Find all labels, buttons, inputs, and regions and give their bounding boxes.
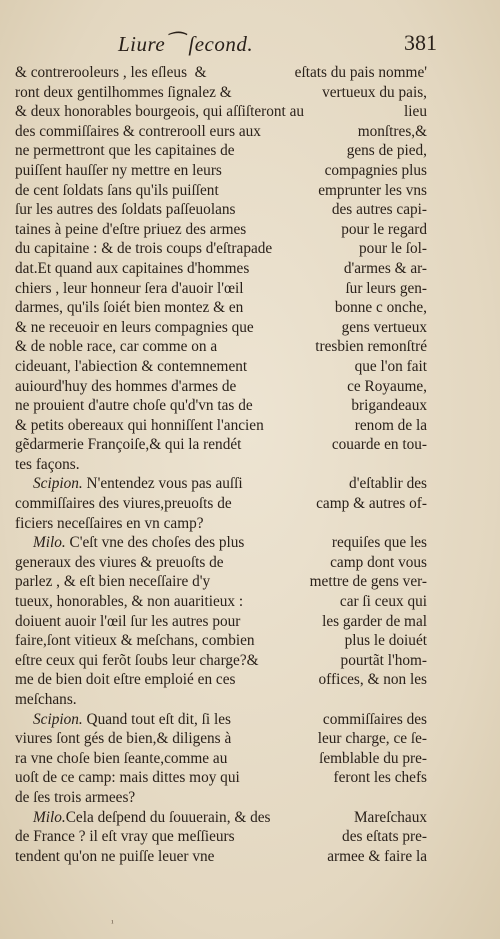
text-line — [15, 808, 427, 828]
text-line-start: de ſes trois armees? — [15, 788, 136, 806]
text-line-end: gens vertueux — [341, 318, 427, 336]
text-line-end: camp & autres of- — [316, 495, 427, 513]
text-line-end: requiſes que les — [331, 534, 427, 552]
text-line-end: ſur leurs gen- — [345, 279, 427, 297]
text-line — [15, 318, 427, 338]
text-line-end: d'eſtablir des — [349, 475, 427, 493]
text-line — [15, 768, 427, 788]
text-line — [15, 651, 427, 671]
text-line-start: meſchans. — [15, 691, 77, 708]
text-line-start: ne permettront que les capitaines de — [15, 142, 239, 160]
text-line-end: gens de pied, — [346, 142, 427, 160]
text-line-end: que l'on fait — [354, 357, 427, 375]
text-line-start: eſtre ceux qui ferõt ſoubs leur charge?& — [15, 651, 263, 669]
text-line — [15, 788, 427, 808]
text-line-start: & petits obereaux qui honniſſent l'ancien — [15, 416, 268, 434]
text-line — [15, 455, 427, 475]
text-line-end: vertueux du pais, — [322, 83, 427, 101]
text-line-end: couarde en tou- — [331, 436, 427, 454]
text-line — [15, 827, 427, 847]
text-line-start: chiers , leur honneur ſera d'auoir l'œil — [15, 279, 248, 297]
page-header — [0, 26, 500, 54]
text-line-start: dat.Et quand aux capitaines d'hommes — [15, 259, 254, 277]
text-line — [15, 102, 427, 122]
text-line-start: & contrerooleurs , les eſleus & — [15, 64, 211, 81]
text-line-end: renom de la — [354, 416, 427, 434]
text-line — [15, 337, 427, 357]
text-line — [15, 553, 427, 573]
text-line — [15, 494, 427, 514]
text-line — [15, 122, 427, 142]
text-line-end: eſtats du pais nomme' — [294, 64, 427, 81]
text-line-start: Milo.Cela deſpend du ſouuerain, & des — [33, 808, 275, 826]
speaker-name: Scipion. — [33, 710, 83, 728]
text-line — [15, 83, 427, 103]
text-line — [15, 259, 427, 279]
text-line-start: auiourd'huy des hommes d'armes de — [15, 377, 241, 395]
text-line — [15, 396, 427, 416]
text-line-start: generaux des viures & preuoſts de — [15, 553, 228, 571]
text-line — [15, 670, 427, 690]
text-line-start: tueux, honorables, & non auaritieux : — [15, 593, 247, 611]
speaker-name: Milo. — [33, 534, 66, 552]
text-line-end: feront les chefs — [333, 769, 427, 787]
text-line-end: Mareſchaux — [353, 808, 427, 826]
text-line-start: cideuant, l'abiection & contemnement — [15, 357, 251, 375]
text-line — [15, 514, 427, 534]
text-line-start: faire,ſont vitieux & meſchans, combien — [15, 632, 259, 650]
text-line — [15, 749, 427, 769]
text-line — [15, 141, 427, 161]
text-line-start: Milo. C'eſt vne des choſes des plus — [33, 534, 249, 552]
text-line-end: bonne c onche, — [334, 299, 427, 317]
text-line-start: puiſſent hauſſer ny mettre en leurs — [15, 161, 226, 179]
text-line — [15, 239, 427, 259]
text-line-start: des commiſſaires & contrerooll eurs aux — [15, 122, 265, 140]
text-line-end: brigandeaux — [351, 397, 427, 415]
text-line — [15, 533, 427, 553]
text-line-end: plus le doiuét — [344, 632, 427, 650]
text-line — [15, 357, 427, 377]
text-line-start: ront deux gentilhommes ſignalez & — [15, 83, 236, 101]
text-line-end: armee & faire la — [327, 847, 427, 865]
text-line — [15, 729, 427, 749]
text-line-start: commiſſaires des viures,preuoſts de — [15, 495, 236, 513]
text-line-start: ra vne choſe bien ſeante,comme au — [15, 749, 232, 767]
text-line-start: tendent qu'on ne puiſſe leuer vne — [15, 847, 219, 865]
text-line-start: gẽdarmerie Françoiſe,& qui la rendét — [15, 436, 246, 454]
text-line-start: Scipion. N'entendez vous pas auſſi — [33, 475, 247, 493]
text-line-start: me de bien doit eſtre emploié en ces — [15, 671, 240, 689]
text-line — [15, 710, 427, 730]
page-number: 381 — [404, 30, 437, 55]
text-line — [15, 474, 427, 494]
text-line-end: commiſſaires des — [322, 710, 427, 728]
text-line — [15, 847, 427, 867]
speaker-name: Milo. — [33, 808, 66, 826]
text-line-start: darmes, qu'ils ſoiét bien montez & en — [15, 299, 248, 317]
text-line-end: car ſi ceux qui — [339, 593, 427, 611]
text-line-end: camp dont vous — [330, 553, 427, 571]
text-line-end: monſtres,& — [357, 122, 427, 140]
text-line-end: ſemblable du pre- — [319, 749, 427, 767]
text-body — [15, 63, 427, 866]
text-line — [15, 161, 427, 181]
text-line-start: de France ? il eſt vray que meſſieurs — [15, 828, 239, 846]
text-line — [15, 220, 427, 240]
text-line-end: des eſtats pre- — [342, 828, 427, 846]
text-line — [15, 435, 427, 455]
text-line-start: & ne receuoir en leurs compagnies que — [15, 318, 258, 336]
text-line-start: parlez , & eſt bien neceſſaire d'y — [15, 573, 214, 591]
text-line-end: d'armes & ar- — [343, 259, 427, 277]
text-line — [15, 200, 427, 220]
text-line — [15, 690, 427, 710]
text-line-start: de cent ſoldats ſans qu'ils puiſſent — [15, 181, 223, 199]
text-line-start: ficiers neceſſaires en vn camp? — [15, 514, 204, 532]
text-line-start: ne prouient d'autre choſe qu'd'vn tas de — [15, 397, 257, 415]
text-line-end: lieu — [404, 103, 427, 121]
text-line-start: doiuent auoir l'œil ſur les autres pour — [15, 612, 245, 630]
text-line — [15, 298, 427, 318]
folio-mark: ¹ — [111, 918, 114, 928]
text-line — [15, 416, 427, 436]
text-line — [15, 572, 427, 592]
text-line — [15, 631, 427, 651]
text-line-end: mettre de gens ver- — [309, 573, 427, 591]
text-line-start: & deux honorables bourgeois, qui aſſiſteront au — [15, 103, 308, 121]
text-line-end: ce Royaume, — [347, 377, 427, 395]
text-line-start: viures ſont gés de bien,& diligens à — [15, 730, 236, 748]
text-line-end: pour le ſol- — [359, 240, 427, 258]
text-line-start: & de noble race, car comme on a — [15, 338, 221, 356]
text-line-end: des autres capi- — [331, 201, 427, 219]
text-line-end: pour le regard — [341, 220, 427, 238]
text-line-end: les garder de mal — [322, 612, 427, 630]
text-line-end: leur charge, ce ſe- — [317, 730, 427, 748]
text-line — [15, 612, 427, 632]
text-line — [15, 181, 427, 201]
text-line-end: compagnies plus — [324, 161, 427, 179]
text-line-start: taines à peine d'eſtre priuez des armes — [15, 220, 251, 238]
speaker-name: Scipion. — [33, 475, 83, 493]
text-line-start: du capitaine : & de trois coups d'eſtrapade — [15, 240, 277, 258]
text-line-end: offices, & non les — [318, 671, 427, 689]
text-line-end: tresbien remonſtré — [315, 338, 427, 356]
text-line — [15, 592, 427, 612]
text-line-start: ſur les autres des ſoldats paſſeuolans — [15, 201, 240, 219]
text-line-end: pourtãt l'hom- — [340, 651, 427, 669]
text-line-start: Scipion. Quand tout eſt dit, ſi les — [33, 710, 235, 728]
text-line — [15, 377, 427, 397]
text-line — [15, 279, 427, 299]
text-line — [15, 63, 427, 83]
text-line-end: emprunter les vns — [318, 181, 427, 199]
text-line-start: tes façons. — [15, 455, 80, 473]
running-title: Liure⁀ ſecond. — [118, 32, 254, 56]
text-line-start: uoſt de ce camp: mais dittes moy qui — [15, 769, 244, 787]
